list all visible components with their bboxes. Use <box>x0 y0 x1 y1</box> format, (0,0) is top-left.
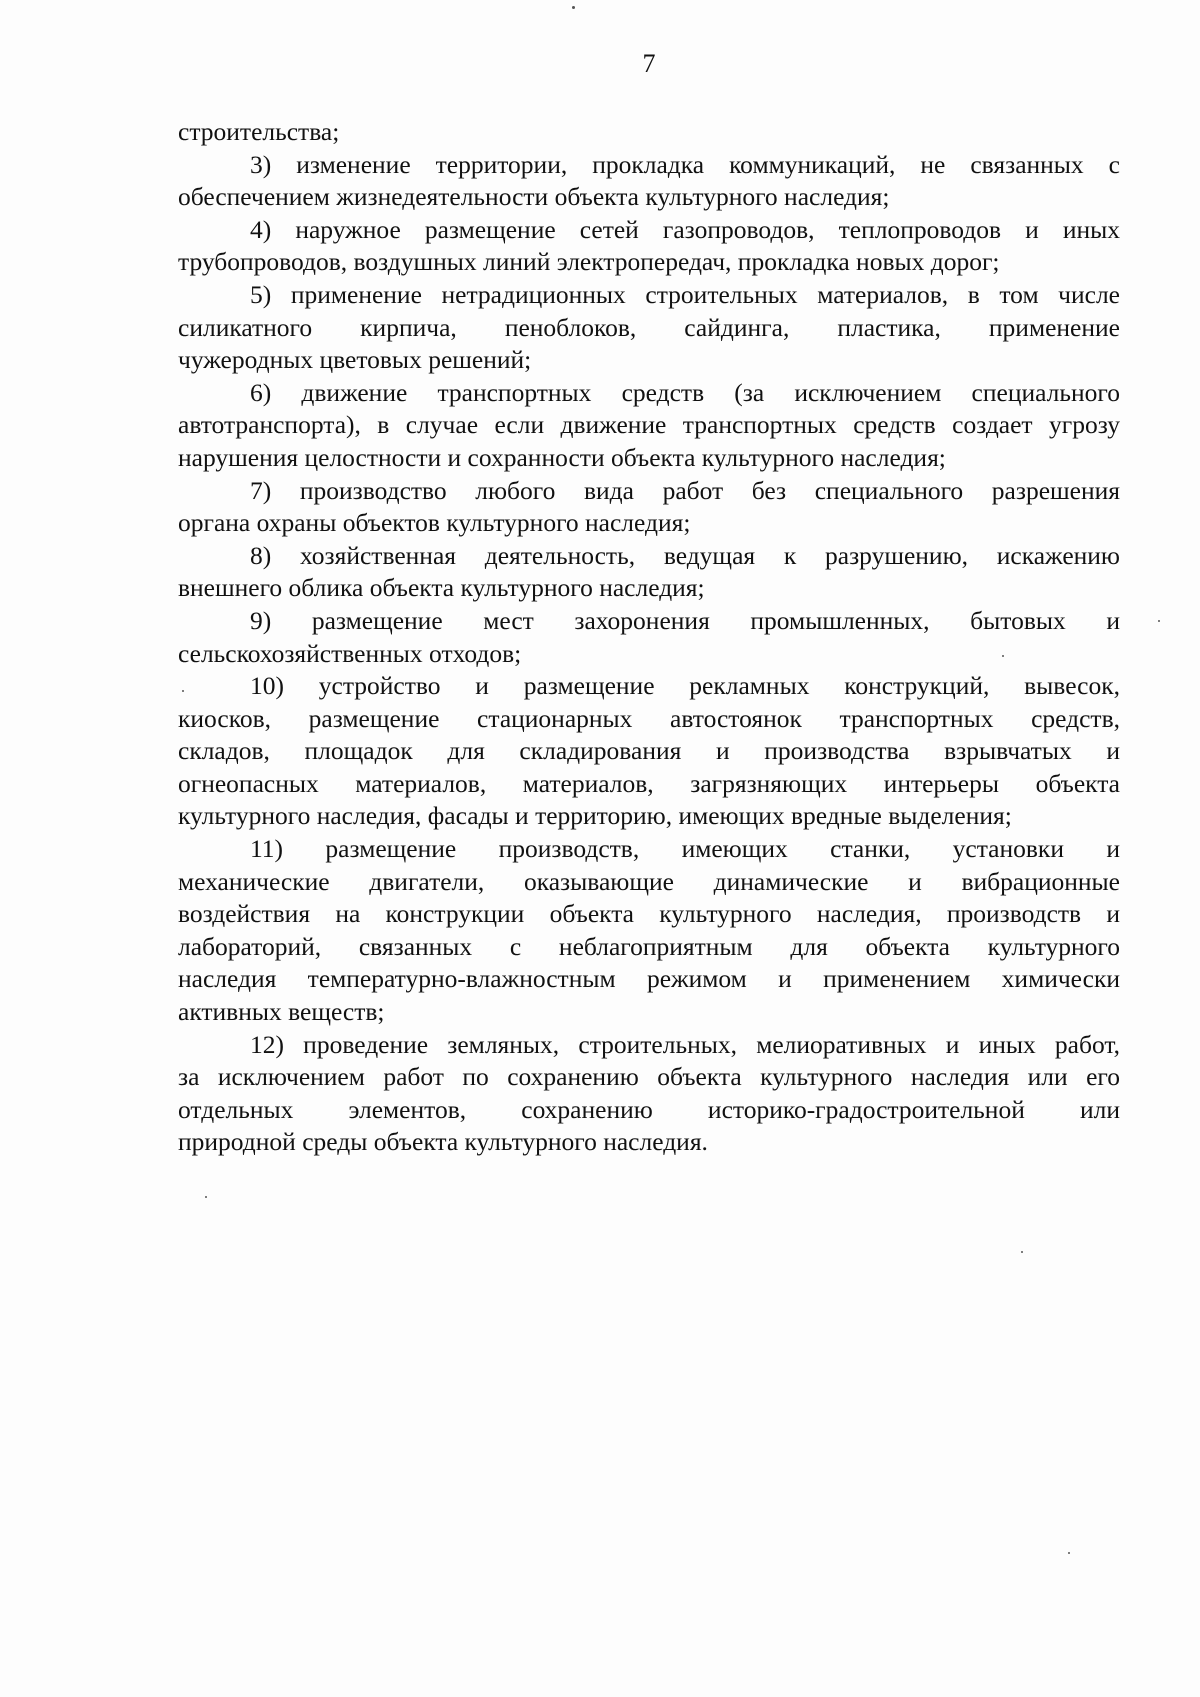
document-body <box>178 116 1120 1159</box>
text-line: 12) проведение земляных, строительных, мелиоративных и иных работ, <box>250 1029 1120 1059</box>
text-line: 10) устройство и размещение рекламных конструкций, вывесок, <box>250 671 1120 701</box>
text-line: 3) изменение территории, прокладка коммуникаций, не связанных с <box>250 149 1120 179</box>
text-line: строительства; <box>178 117 340 146</box>
text-line: органа охраны объектов культурного наследия; <box>178 508 691 538</box>
page-number: 7 <box>642 49 656 78</box>
scan-speck <box>182 690 184 692</box>
text-line: автотранспорта), в случае если движение транспортных средств создает угрозу <box>178 410 1120 440</box>
text-line: трубопроводов, воздушных линий электропередач, прокладка новых дорог; <box>178 247 1000 277</box>
text-line: киосков, размещение стационарных автостоянок транспортных средств, <box>178 703 1120 733</box>
scan-speck <box>1002 655 1004 657</box>
text-line: активных веществ; <box>178 997 385 1027</box>
text-line: внешнего облика объекта культурного наследия; <box>178 573 705 603</box>
text-line: 9) размещение мест захоронения промышленных, бытовых и <box>250 605 1120 635</box>
text-line: отдельных элементов, сохранению историко-градостроительной или <box>178 1094 1120 1124</box>
text-line: воздействия на конструкции объекта культурного наследия, производств и <box>178 899 1120 929</box>
text-line: нарушения целостности и сохранности объекта культурного наследия; <box>178 442 946 472</box>
text-line: 6) движение транспортных средств (за исключением специального <box>250 377 1120 407</box>
text-line: 11) размещение производств, имеющих станки, установки и <box>250 834 1120 864</box>
text-line: складов, площадок для складирования и производства взрывчатых и <box>178 736 1120 766</box>
text-line: чужеродных цветовых решений; <box>178 345 532 375</box>
text-line: сельскохозяйственных отходов; <box>178 638 522 668</box>
text-line: 7) производство любого вида работ без специального разрешения <box>250 475 1120 505</box>
scan-speck <box>1068 1552 1070 1554</box>
scan-speck <box>1021 1251 1023 1253</box>
text-line: 4) наружное размещение сетей газопроводов, теплопроводов и иных <box>250 214 1120 244</box>
text-line: наследия температурно-влажностным режимом и применением химически <box>178 964 1120 994</box>
text-line: культурного наследия, фасады и территорию, имеющих вредные выделения; <box>178 801 1012 831</box>
scan-speck <box>572 6 575 9</box>
text-line: силикатного кирпича, пеноблоков, сайдинга, пластика, применение <box>178 312 1120 342</box>
text-line: за исключением работ по сохранению объекта культурного наследия или его <box>178 1062 1120 1092</box>
text-line: природной среды объекта культурного наследия. <box>178 1127 708 1157</box>
text-line: 5) применение нетрадиционных строительных материалов, в том числе <box>250 279 1120 309</box>
text-line: обеспечением жизнедеятельности объекта культурного наследия; <box>178 182 890 212</box>
text-line: лабораторий, связанных с неблагоприятным для объекта культурного <box>178 931 1120 961</box>
text-line: механические двигатели, оказывающие динамические и вибрационные <box>178 866 1120 896</box>
scan-speck <box>205 1196 207 1198</box>
text-line: огнеопасных материалов, материалов, загрязняющих интерьеры объекта <box>178 768 1120 798</box>
text-line: 8) хозяйственная деятельность, ведущая к разрушению, искажению <box>250 540 1120 570</box>
scan-speck <box>1158 620 1160 622</box>
